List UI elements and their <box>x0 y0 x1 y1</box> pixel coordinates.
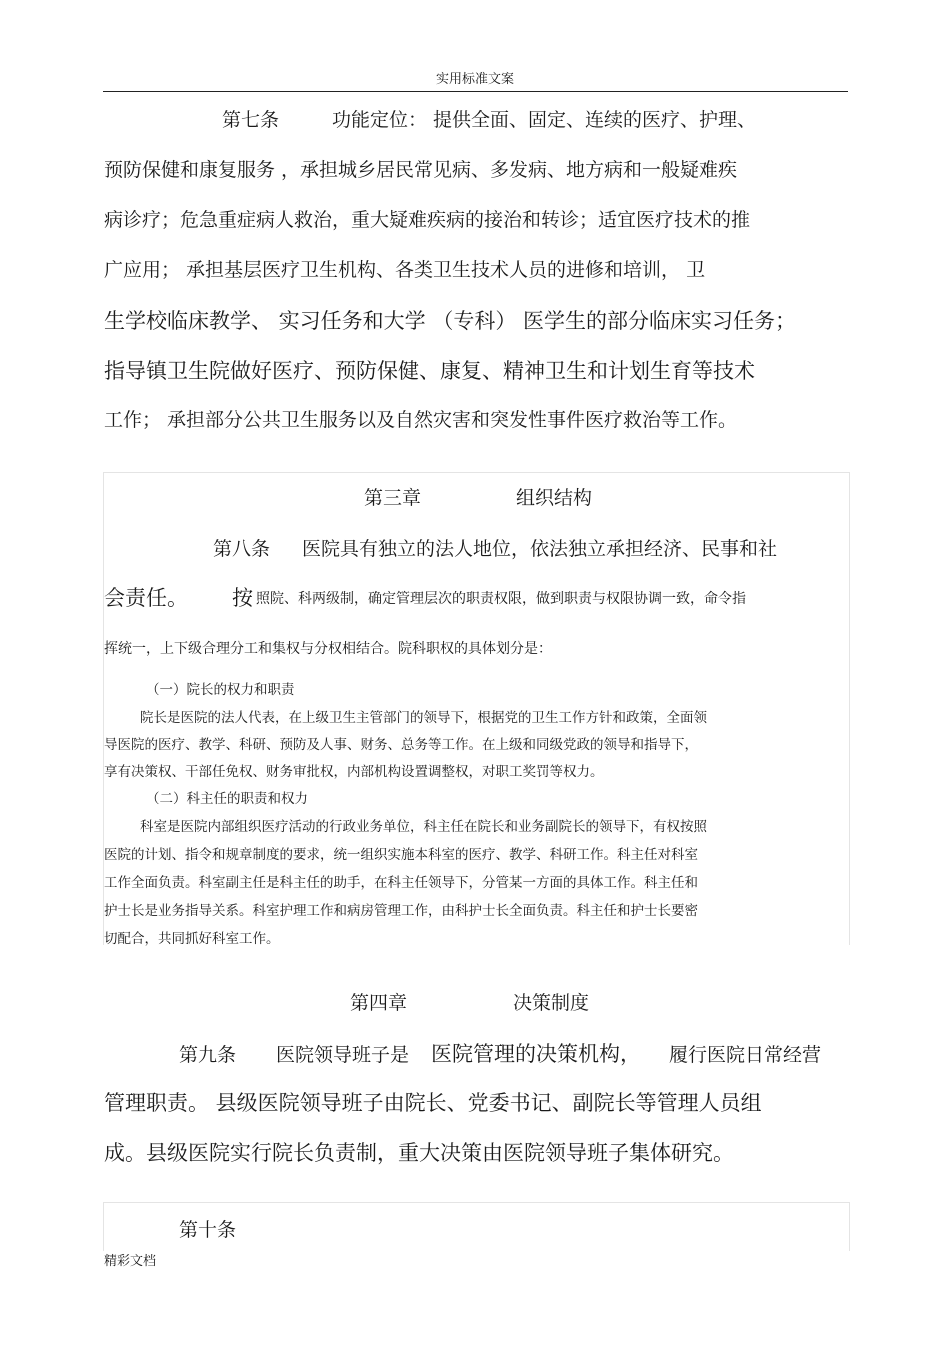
section-2-line-2: 医院的计划、指令和规章制度的要求，统一组织实施本科室的医疗、教学、科研工作。科主任对科室 <box>104 847 698 863</box>
article-7-line-3: 病诊疗；危急重症病人救治，重大疑难疾病的接治和转诊；适宜医疗技术的推 <box>104 209 751 231</box>
section-2-line-5: 切配合，共同抓好科室工作。 <box>104 931 280 947</box>
page-header-title: 实用标准文案 <box>435 72 514 87</box>
section-1-line-2: 导医院的医疗、教学、科研、预防及人事、财务、总务等工作。在上级和同级党政的领导和指导下， <box>104 737 698 753</box>
section-1-line-3: 享有决策权、干部任免权、财务审批权，内部机构设置调整权，对职工奖罚等权力。 <box>104 764 604 780</box>
section-2-title: （二）科主任的职责和权力 <box>146 791 308 807</box>
article-7-line-4: 广应用； 承担基层医疗卫生机构、各类卫生技术人员的进修和培训， 卫 <box>104 259 706 281</box>
article-10-label: 第十条 <box>179 1219 237 1241</box>
article-8-line-3: 挥统一，上下级合理分工和集权与分权相结合。院科职权的具体划分是： <box>104 641 552 657</box>
article-7-label: 第七条 <box>222 109 280 131</box>
chapter-3-title: 组织结构 <box>516 487 593 509</box>
article-9-line-1b: 医院管理的决策机构， <box>431 1042 641 1066</box>
article-8-line-2a: 会责任。 <box>104 586 188 610</box>
article-7-line-1: 功能定位： 提供全面、固定、连续的医疗、护理、 <box>332 109 757 131</box>
header-divider <box>103 91 848 92</box>
chapter-3-number: 第三章 <box>364 487 422 509</box>
article-9-line-3: 成。县级医院实行院长负责制，重大决策由医院领导班子集体研究。 <box>104 1141 734 1165</box>
article-9-line-2: 管理职责。 县级医院领导班子由院长、党委书记、副院长等管理人员组 <box>104 1091 762 1115</box>
article-8-line-1: 医院具有独立的法人地位，依法独立承担经济、民事和社 <box>302 538 778 560</box>
article-7-line-6: 指导镇卫生院做好医疗、预防保健、康复、精神卫生和计划生育等技术 <box>104 359 755 383</box>
section-1-title: （一）院长的权力和职责 <box>146 682 295 698</box>
article-9-label: 第九条 <box>179 1044 237 1066</box>
article-9-line-1c: 履行医院日常经营 <box>669 1044 822 1066</box>
page-footer-text: 精彩文档 <box>104 1254 157 1269</box>
section-2-line-3: 工作全面负责。科室副主任是科主任的助手，在科主任领导下，分管某一方面的具体工作。科主任和 <box>104 875 698 891</box>
article-8-label: 第八条 <box>213 538 271 560</box>
section-1-line-1: 院长是医院的法人代表，在上级卫生主管部门的领导下，根据党的卫生工作方针和政策，全面领 <box>140 710 707 726</box>
article-9-line-1a: 医院领导班子是 <box>276 1044 410 1066</box>
section-2-line-1: 科室是医院内部组织医疗活动的行政业务单位，科主任在院长和业务副院长的领导下，有权按照 <box>140 819 707 835</box>
article-7-line-7: 工作； 承担部分公共卫生服务以及自然灾害和突发性事件医疗救治等工作。 <box>104 409 738 431</box>
article-8-line-2b: 按 <box>232 586 253 610</box>
article-7-line-2: 预防保健和康复服务 ，承担城乡居民常见病、多发病、地方病和一般疑难疾 <box>104 159 738 181</box>
chapter-4-title: 决策制度 <box>513 992 590 1014</box>
article-8-line-2c: 照院、科两级制，确定管理层次的职责权限，做到职责与权限协调一致，命令指 <box>256 591 746 607</box>
chapter-4-number: 第四章 <box>350 992 408 1014</box>
section-2-line-4: 护士长是业务指导关系。科室护理工作和病房管理工作，由科护士长全面负责。科主任和护士长要密 <box>104 903 698 919</box>
article-7-line-5: 生学校临床教学、 实习任务和大学 （专科） 医学生的部分临床实习任务； <box>104 309 797 333</box>
